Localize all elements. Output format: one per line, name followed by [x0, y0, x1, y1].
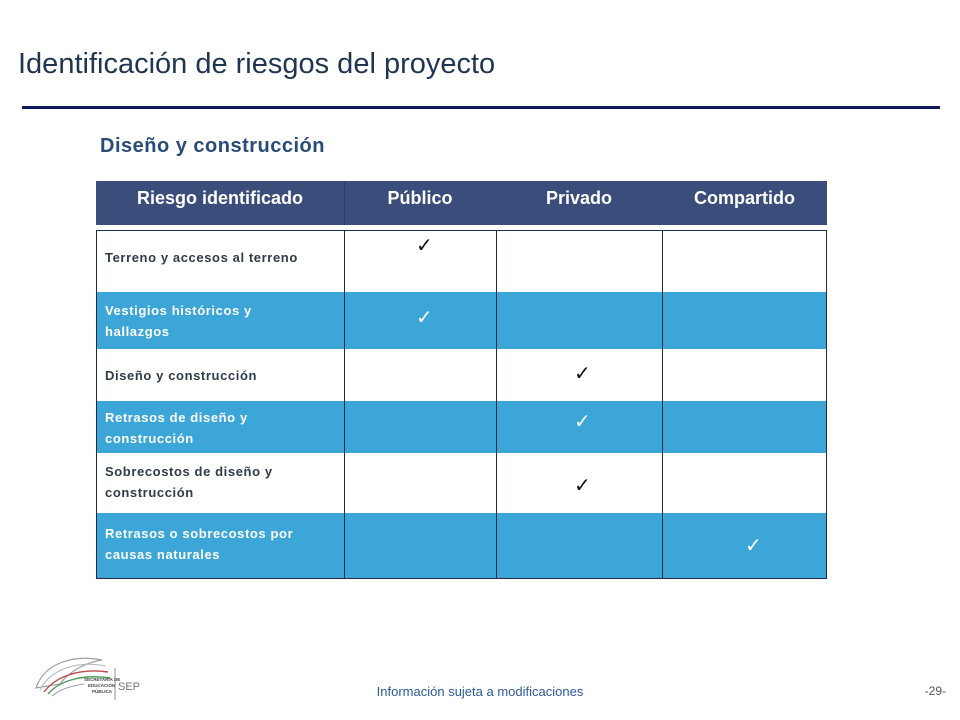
grid-line [662, 230, 663, 579]
row-label: Terreno y accesos al terreno [105, 250, 298, 265]
check-icon: ✓ [574, 475, 591, 497]
header-privado: Privado [545, 188, 613, 208]
table-row [97, 349, 827, 401]
check-icon: ✓ [574, 363, 591, 385]
check-icon: ✓ [416, 307, 433, 329]
section-subtitle: Diseño y construcción [100, 135, 325, 157]
row-label: Vestigios históricos y hallazgos [105, 303, 252, 339]
svg-text:EDUCACIÓN: EDUCACIÓN [88, 683, 116, 688]
grid-line [496, 230, 497, 579]
row-label: Retrasos o sobrecostos por causas naturales [105, 526, 294, 562]
grid-line [96, 230, 827, 231]
row-label: Diseño y construcción [105, 368, 258, 383]
table-row [97, 453, 827, 513]
check-icon: ✓ [416, 235, 433, 257]
title-underline [22, 106, 940, 109]
table-row [97, 401, 827, 453]
footer-note: Información sujeta a modificaciones [376, 684, 584, 699]
page-title: Identificación de riesgos del proyecto [18, 48, 496, 80]
svg-text:PÚBLICA: PÚBLICA [92, 689, 112, 694]
table-row [97, 292, 827, 349]
grid-line [344, 230, 345, 579]
table-header [96, 181, 827, 225]
grid-line [96, 578, 827, 579]
row-label: Sobrecostos de diseño y construcción [105, 464, 273, 500]
svg-text:SEP: SEP [118, 681, 141, 693]
grid-line [96, 230, 97, 579]
table-row [97, 513, 827, 578]
header-riesgo: Riesgo identificado [136, 188, 304, 208]
row-label: Retrasos de diseño y construcción [105, 410, 248, 446]
check-icon: ✓ [574, 411, 591, 433]
header-publico: Público [387, 188, 453, 208]
svg-text:SECRETARÍA DE: SECRETARÍA DE [84, 677, 121, 682]
page-number: -29- [924, 684, 946, 698]
check-icon: ✓ [745, 535, 762, 557]
header-compartido: Compartido [694, 188, 795, 208]
grid-line [826, 230, 827, 579]
table-row [97, 230, 827, 292]
